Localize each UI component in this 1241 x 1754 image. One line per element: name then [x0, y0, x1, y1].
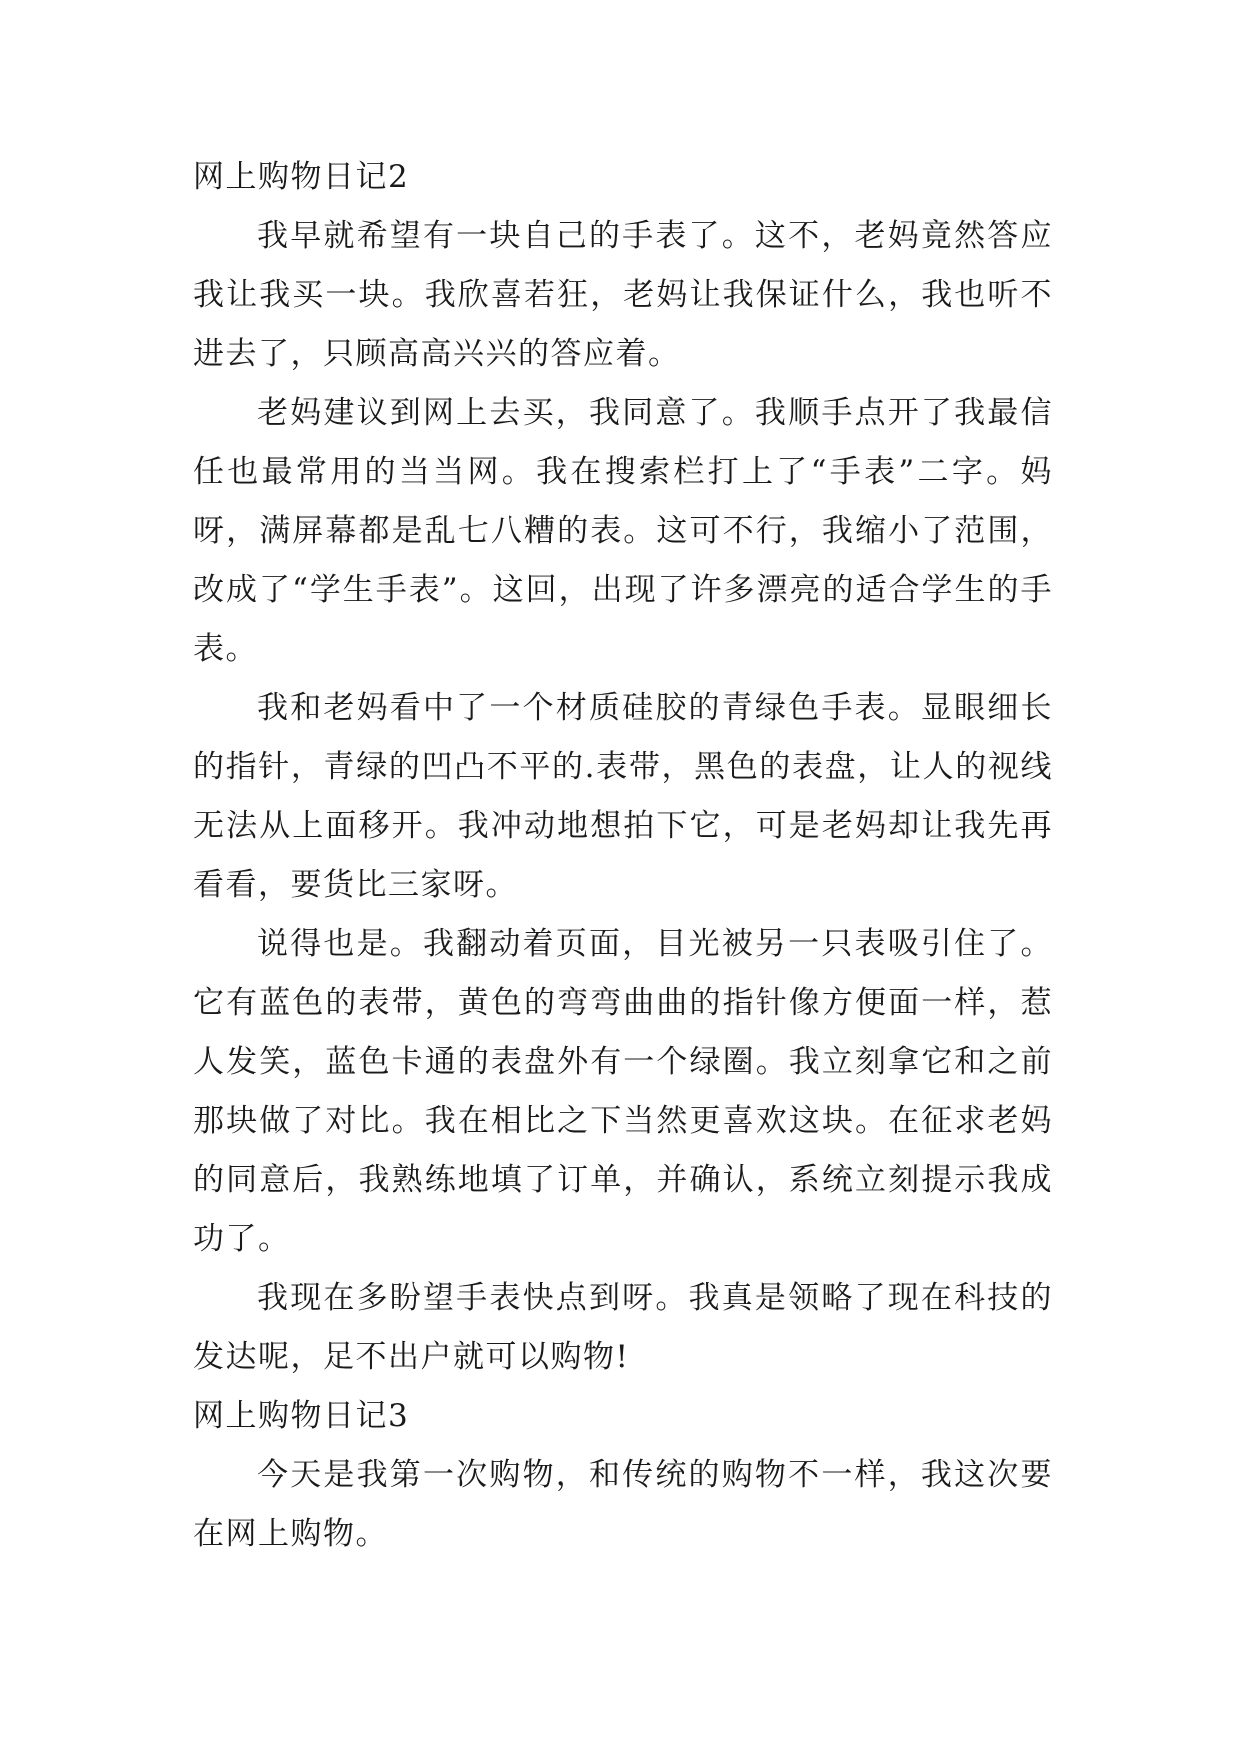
paragraph: 我现在多盼望手表快点到呀。我真是领略了现在科技的发达呢，足不出户就可以购物!: [193, 1280, 1053, 1375]
paragraph: 说得也是。我翻动着页面，目光被另一只表吸引住了。它有蓝色的表带，黄色的弯弯曲曲的指针像方便面一样，惹人发笑，蓝色卡通的表盘外有一个绿圈。我立刻拿它和之前那块做了对比。我在相比之下当然更喜欢这块。在征求老妈的同意后，我熟练地填了订单，并确认，系统立刻提示我成功了。: [193, 926, 1053, 1257]
paragraph: 我早就希望有一块自己的手表了。这不，老妈竟然答应我让我买一块。我欣喜若狂，老妈让我保证什么，我也听不进去了，只顾高高兴兴的答应着。: [193, 218, 1053, 372]
document-body: [193, 148, 1053, 1564]
paragraph: 老妈建议到网上去买，我同意了。我顺手点开了我最信任也最常用的当当网。我在搜索栏打上了“手表”二字。妈呀，满屏幕都是乱七八糟的表。这可不行，我缩小了范围，改成了“学生手表”。这回，出现了许多漂亮的适合学生的手表。: [193, 395, 1053, 667]
paragraph: 今天是我第一次购物，和传统的购物不一样，我这次要在网上购物。: [193, 1457, 1053, 1552]
paragraph: 我和老妈看中了一个材质硅胶的青绿色手表。显眼细长的指针，青绿的凹凸不平的.表带，黑色的表盘，让人的视线无法从上面移开。我冲动地想拍下它，可是老妈却让我先再看看，要货比三家呀。: [193, 690, 1053, 903]
section-title: 网上购物日记2: [193, 159, 410, 195]
section-title: 网上购物日记3: [193, 1398, 410, 1434]
